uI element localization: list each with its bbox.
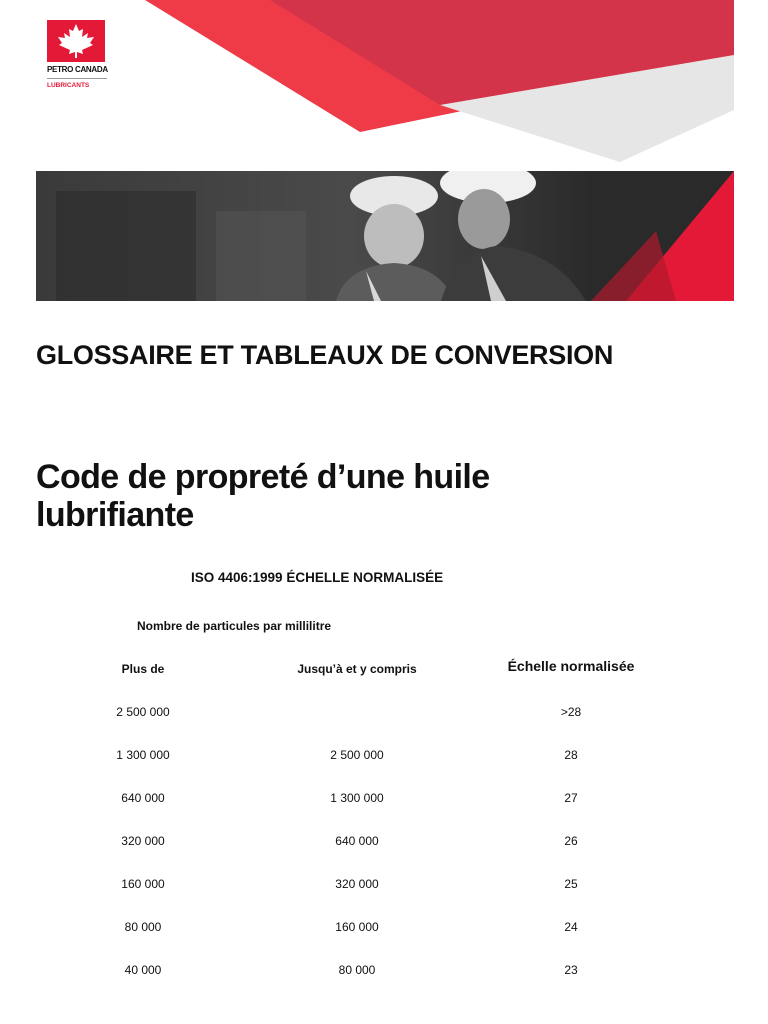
logo-brand-text: PETRO CANADA — [47, 65, 108, 74]
column-header-plus-de: Plus de — [121, 662, 165, 676]
table-cell: 80 000 — [124, 920, 162, 934]
logo-subtitle: LUBRICANTS — [47, 78, 107, 89]
header-graphic — [0, 0, 768, 170]
maple-leaf-logo-icon — [47, 20, 105, 62]
table-cell: 27 — [564, 791, 578, 805]
table-cell: 24 — [564, 920, 578, 934]
table-cell: 28 — [564, 748, 578, 762]
table-cell: 160 000 — [335, 920, 379, 934]
table-cell: >28 — [560, 705, 582, 719]
table-title: ISO 4406:1999 ÉCHELLE NORMALISÉE — [191, 570, 444, 585]
table-caption: Nombre de particules par millilitre — [137, 619, 332, 633]
table-cell: 640 000 — [335, 834, 379, 848]
table-cell: 2 500 000 — [116, 705, 170, 719]
table-cell: 160 000 — [121, 877, 165, 891]
table-cell: 23 — [564, 963, 578, 977]
petro-canada-logo — [47, 20, 107, 89]
table-cell: 40 000 — [124, 963, 162, 977]
column-header-jusqua: Jusqu’à et y compris — [297, 662, 417, 676]
section-title: Code de propreté d’une huile lubrifiante — [36, 458, 490, 534]
table-cell: 640 000 — [121, 791, 165, 805]
table-cell: 25 — [564, 877, 578, 891]
column-header-echelle: Échelle normalisée — [507, 658, 635, 674]
hero-photo — [36, 171, 734, 301]
table-cell: 1 300 000 — [330, 791, 384, 805]
document-title: GLOSSAIRE ET TABLEAUX DE CONVERSION — [36, 340, 614, 370]
table-cell: 2 500 000 — [330, 748, 384, 762]
table-cell: 1 300 000 — [116, 748, 170, 762]
table-cell: 80 000 — [338, 963, 376, 977]
table-cell: 320 000 — [335, 877, 379, 891]
table-cell: 26 — [564, 834, 578, 848]
table-cell: 320 000 — [121, 834, 165, 848]
